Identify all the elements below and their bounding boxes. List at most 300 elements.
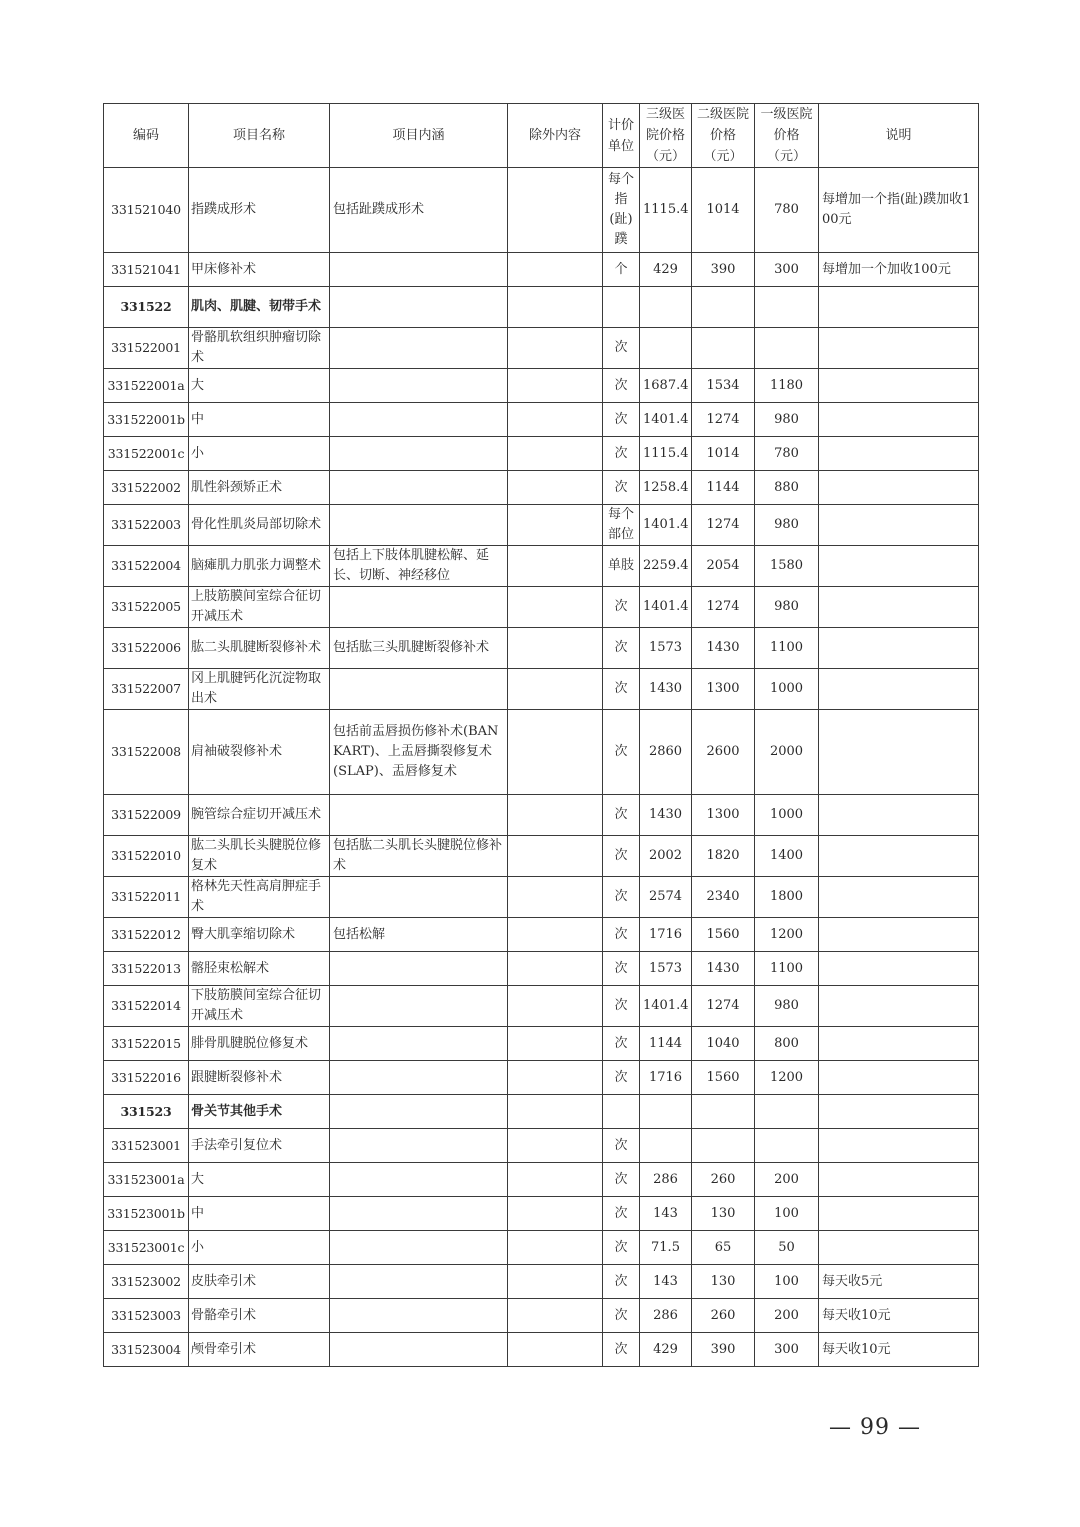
cell-name: 肌性斜颈矫正术 — [189, 471, 330, 505]
cell-name: 肱二头肌腱断裂修补术 — [189, 628, 330, 669]
header-content: 项目内涵 — [330, 104, 508, 168]
table-row — [104, 877, 979, 918]
cell-p1: 980 — [755, 587, 819, 628]
cell-name: 格林先天性高肩胛症手术 — [189, 877, 330, 918]
cell-unit: 次 — [603, 1265, 640, 1299]
cell-code: 331522011 — [104, 877, 189, 918]
cell-exclude — [508, 1265, 603, 1299]
cell-name: 大 — [189, 1163, 330, 1197]
cell-exclude — [508, 1299, 603, 1333]
table-row — [104, 546, 979, 587]
table-row — [104, 1129, 979, 1163]
cell-exclude — [508, 952, 603, 986]
cell-note — [819, 287, 979, 328]
cell-p1 — [755, 1129, 819, 1163]
cell-p2: 1040 — [692, 1027, 755, 1061]
cell-name: 脑瘫肌力肌张力调整术 — [189, 546, 330, 587]
cell-name: 腕管综合症切开减压术 — [189, 795, 330, 836]
cell-content — [330, 328, 508, 369]
table-row — [104, 986, 979, 1027]
cell-unit: 单肢 — [603, 546, 640, 587]
cell-exclude — [508, 918, 603, 952]
cell-note — [819, 1095, 979, 1129]
cell-p1 — [755, 287, 819, 328]
cell-p2: 130 — [692, 1265, 755, 1299]
cell-unit: 次 — [603, 877, 640, 918]
cell-exclude — [508, 587, 603, 628]
cell-content — [330, 669, 508, 710]
cell-p1: 1000 — [755, 669, 819, 710]
cell-content — [330, 1095, 508, 1129]
cell-note — [819, 1197, 979, 1231]
header-price-level3: 三级医院价格（元） — [640, 104, 692, 168]
cell-unit: 每个指(趾)蹼 — [603, 168, 640, 253]
cell-p3: 1430 — [640, 669, 692, 710]
cell-content — [330, 1265, 508, 1299]
cell-name: 下肢筋膜间室综合征切开减压术 — [189, 986, 330, 1027]
table-row — [104, 1333, 979, 1367]
cell-content — [330, 369, 508, 403]
table-row — [104, 795, 979, 836]
cell-name: 髂胫束松解术 — [189, 952, 330, 986]
cell-note — [819, 986, 979, 1027]
cell-code: 331523001c — [104, 1231, 189, 1265]
cell-content — [330, 952, 508, 986]
table-row — [104, 505, 979, 546]
cell-exclude — [508, 1027, 603, 1061]
cell-p3: 286 — [640, 1299, 692, 1333]
cell-note — [819, 952, 979, 986]
cell-p1: 200 — [755, 1163, 819, 1197]
cell-unit: 次 — [603, 952, 640, 986]
cell-p3: 1401.4 — [640, 986, 692, 1027]
cell-p1: 1800 — [755, 877, 819, 918]
cell-content — [330, 795, 508, 836]
cell-name: 臀大肌挛缩切除术 — [189, 918, 330, 952]
cell-p3: 71.5 — [640, 1231, 692, 1265]
cell-unit: 次 — [603, 918, 640, 952]
cell-content — [330, 437, 508, 471]
cell-name: 颅骨牵引术 — [189, 1333, 330, 1367]
cell-code: 331522006 — [104, 628, 189, 669]
table-row — [104, 1061, 979, 1095]
cell-p1: 300 — [755, 253, 819, 287]
cell-code: 331522012 — [104, 918, 189, 952]
header-price-level1: 一级医院价格（元） — [755, 104, 819, 168]
cell-name: 肌肉、肌腱、韧带手术 — [189, 287, 330, 328]
cell-p2: 1430 — [692, 628, 755, 669]
cell-note — [819, 710, 979, 795]
cell-exclude — [508, 836, 603, 877]
cell-note: 每天收5元 — [819, 1265, 979, 1299]
cell-p3: 429 — [640, 253, 692, 287]
cell-content — [330, 1027, 508, 1061]
cell-unit: 次 — [603, 795, 640, 836]
cell-note: 每增加一个指(趾)蹼加收100元 — [819, 168, 979, 253]
cell-name: 跟腱断裂修补术 — [189, 1061, 330, 1095]
cell-exclude — [508, 628, 603, 669]
cell-exclude — [508, 795, 603, 836]
cell-unit: 次 — [603, 437, 640, 471]
cell-name: 骨骼牵引术 — [189, 1299, 330, 1333]
cell-p1: 780 — [755, 437, 819, 471]
table-row — [104, 1299, 979, 1333]
cell-p1 — [755, 328, 819, 369]
cell-name: 腓骨肌腱脱位修复术 — [189, 1027, 330, 1061]
cell-p1: 780 — [755, 168, 819, 253]
table-row — [104, 369, 979, 403]
cell-p2: 2600 — [692, 710, 755, 795]
cell-note — [819, 918, 979, 952]
cell-name: 肱二头肌长头腱脱位修复术 — [189, 836, 330, 877]
cell-p2: 1820 — [692, 836, 755, 877]
cell-p3: 143 — [640, 1265, 692, 1299]
table-row — [104, 710, 979, 795]
cell-note — [819, 546, 979, 587]
cell-content: 包括前盂唇损伤修补术(BANKART)、上盂唇撕裂修复术(SLAP)、盂唇修复术 — [330, 710, 508, 795]
cell-exclude — [508, 1061, 603, 1095]
table-row — [104, 437, 979, 471]
cell-unit: 次 — [603, 1129, 640, 1163]
cell-note — [819, 669, 979, 710]
cell-unit: 次 — [603, 328, 640, 369]
cell-p2 — [692, 328, 755, 369]
cell-unit: 次 — [603, 369, 640, 403]
cell-exclude — [508, 1197, 603, 1231]
cell-content — [330, 287, 508, 328]
cell-exclude — [508, 168, 603, 253]
cell-p2: 1274 — [692, 403, 755, 437]
cell-p1: 980 — [755, 403, 819, 437]
cell-p3: 1687.4 — [640, 369, 692, 403]
cell-unit: 次 — [603, 1197, 640, 1231]
table-row — [104, 1265, 979, 1299]
cell-unit: 次 — [603, 1027, 640, 1061]
cell-code: 331522004 — [104, 546, 189, 587]
cell-unit: 次 — [603, 669, 640, 710]
cell-content — [330, 986, 508, 1027]
cell-code: 331523001a — [104, 1163, 189, 1197]
cell-note — [819, 403, 979, 437]
cell-note — [819, 1061, 979, 1095]
cell-unit: 次 — [603, 587, 640, 628]
cell-exclude — [508, 505, 603, 546]
header-name: 项目名称 — [189, 104, 330, 168]
cell-p2: 1534 — [692, 369, 755, 403]
cell-code: 331522007 — [104, 669, 189, 710]
table-row — [104, 628, 979, 669]
cell-exclude — [508, 1129, 603, 1163]
cell-p2: 1274 — [692, 986, 755, 1027]
cell-code: 331522014 — [104, 986, 189, 1027]
cell-note — [819, 437, 979, 471]
cell-p2: 1430 — [692, 952, 755, 986]
cell-exclude — [508, 403, 603, 437]
header-price-level2: 二级医院价格（元） — [692, 104, 755, 168]
cell-content — [330, 403, 508, 437]
cell-unit: 次 — [603, 1231, 640, 1265]
cell-p2: 65 — [692, 1231, 755, 1265]
cell-p1: 100 — [755, 1197, 819, 1231]
cell-name: 皮肤牵引术 — [189, 1265, 330, 1299]
cell-note: 每天收10元 — [819, 1333, 979, 1367]
cell-exclude — [508, 669, 603, 710]
cell-note — [819, 1129, 979, 1163]
cell-note — [819, 628, 979, 669]
cell-note: 每增加一个加收100元 — [819, 253, 979, 287]
cell-note — [819, 369, 979, 403]
cell-note: 每天收10元 — [819, 1299, 979, 1333]
cell-code: 331521040 — [104, 168, 189, 253]
cell-code: 331522001a — [104, 369, 189, 403]
cell-note — [819, 836, 979, 877]
table-row — [104, 168, 979, 253]
table-row — [104, 918, 979, 952]
cell-unit: 次 — [603, 1299, 640, 1333]
cell-content — [330, 505, 508, 546]
cell-name: 骨化性肌炎局部切除术 — [189, 505, 330, 546]
cell-p1: 1580 — [755, 546, 819, 587]
table-row — [104, 328, 979, 369]
cell-p2: 2054 — [692, 546, 755, 587]
cell-code: 331522015 — [104, 1027, 189, 1061]
cell-p1: 1200 — [755, 918, 819, 952]
cell-exclude — [508, 253, 603, 287]
table-row — [104, 836, 979, 877]
cell-note — [819, 587, 979, 628]
cell-p1: 100 — [755, 1265, 819, 1299]
cell-content: 包括上下肢体肌腱松解、延长、切断、神经移位 — [330, 546, 508, 587]
cell-code: 331523002 — [104, 1265, 189, 1299]
cell-p3: 2860 — [640, 710, 692, 795]
cell-p1: 1200 — [755, 1061, 819, 1095]
table-header-row — [104, 104, 979, 168]
cell-p1: 880 — [755, 471, 819, 505]
cell-content — [330, 1231, 508, 1265]
cell-code: 331522001b — [104, 403, 189, 437]
cell-name: 骨骼肌软组织肿瘤切除术 — [189, 328, 330, 369]
cell-p3: 1573 — [640, 628, 692, 669]
cell-p2: 1300 — [692, 669, 755, 710]
cell-unit: 次 — [603, 710, 640, 795]
cell-code: 331522009 — [104, 795, 189, 836]
table-row — [104, 1163, 979, 1197]
cell-unit: 个 — [603, 253, 640, 287]
cell-p3: 1401.4 — [640, 403, 692, 437]
cell-content — [330, 1333, 508, 1367]
cell-unit — [603, 1095, 640, 1129]
cell-code: 331522002 — [104, 471, 189, 505]
cell-p3 — [640, 1129, 692, 1163]
cell-exclude — [508, 369, 603, 403]
cell-p1: 50 — [755, 1231, 819, 1265]
cell-exclude — [508, 986, 603, 1027]
cell-unit: 次 — [603, 403, 640, 437]
cell-exclude — [508, 546, 603, 587]
cell-unit: 次 — [603, 836, 640, 877]
table-row — [104, 471, 979, 505]
cell-code: 331522001c — [104, 437, 189, 471]
cell-p3: 286 — [640, 1163, 692, 1197]
cell-code: 331521041 — [104, 253, 189, 287]
cell-content: 包括肱二头肌长头腱脱位修补术 — [330, 836, 508, 877]
cell-name: 甲床修补术 — [189, 253, 330, 287]
cell-p1: 2000 — [755, 710, 819, 795]
cell-p2 — [692, 1095, 755, 1129]
cell-content — [330, 1299, 508, 1333]
page-number: — 99 — — [829, 1415, 921, 1440]
section-row — [104, 287, 979, 328]
cell-p3: 1258.4 — [640, 471, 692, 505]
cell-p3: 1115.4 — [640, 168, 692, 253]
cell-name: 中 — [189, 403, 330, 437]
cell-p1: 300 — [755, 1333, 819, 1367]
header-code: 编码 — [104, 104, 189, 168]
cell-p3: 429 — [640, 1333, 692, 1367]
cell-note — [819, 1027, 979, 1061]
cell-name: 中 — [189, 1197, 330, 1231]
cell-p2: 1300 — [692, 795, 755, 836]
cell-note — [819, 1163, 979, 1197]
cell-note — [819, 877, 979, 918]
cell-code: 331522010 — [104, 836, 189, 877]
cell-content: 包括肱三头肌腱断裂修补术 — [330, 628, 508, 669]
cell-unit: 次 — [603, 1163, 640, 1197]
table-row — [104, 1197, 979, 1231]
cell-unit: 每个部位 — [603, 505, 640, 546]
cell-p1 — [755, 1095, 819, 1129]
cell-code: 331522013 — [104, 952, 189, 986]
cell-content — [330, 253, 508, 287]
cell-p2: 130 — [692, 1197, 755, 1231]
cell-name: 指蹼成形术 — [189, 168, 330, 253]
cell-content — [330, 877, 508, 918]
cell-p3 — [640, 1095, 692, 1129]
cell-p3: 1573 — [640, 952, 692, 986]
cell-name: 冈上肌腱钙化沉淀物取出术 — [189, 669, 330, 710]
cell-p1: 1000 — [755, 795, 819, 836]
cell-content — [330, 587, 508, 628]
cell-p2: 390 — [692, 253, 755, 287]
table-row — [104, 1231, 979, 1265]
header-unit: 计价单位 — [603, 104, 640, 168]
cell-p1: 200 — [755, 1299, 819, 1333]
cell-p2: 1274 — [692, 587, 755, 628]
cell-p3: 1401.4 — [640, 505, 692, 546]
cell-exclude — [508, 877, 603, 918]
cell-content — [330, 1197, 508, 1231]
table-body — [104, 168, 979, 1367]
cell-code: 331523 — [104, 1095, 189, 1129]
header-exclude: 除外内容 — [508, 104, 603, 168]
cell-name: 小 — [189, 1231, 330, 1265]
cell-unit: 次 — [603, 471, 640, 505]
section-row — [104, 1095, 979, 1129]
cell-note — [819, 1231, 979, 1265]
cell-p2: 2340 — [692, 877, 755, 918]
table-row — [104, 669, 979, 710]
cell-content — [330, 471, 508, 505]
cell-p2: 390 — [692, 1333, 755, 1367]
cell-code: 331522001 — [104, 328, 189, 369]
cell-code: 331523004 — [104, 1333, 189, 1367]
cell-p3: 1716 — [640, 918, 692, 952]
cell-p2: 1560 — [692, 1061, 755, 1095]
cell-p1: 1400 — [755, 836, 819, 877]
cell-unit: 次 — [603, 1061, 640, 1095]
table-row — [104, 1027, 979, 1061]
cell-name: 上肢筋膜间室综合征切开减压术 — [189, 587, 330, 628]
price-table — [103, 103, 979, 1367]
cell-exclude — [508, 1095, 603, 1129]
cell-p3: 2002 — [640, 836, 692, 877]
cell-unit: 次 — [603, 986, 640, 1027]
cell-p3: 1430 — [640, 795, 692, 836]
cell-p1: 980 — [755, 986, 819, 1027]
cell-note — [819, 505, 979, 546]
cell-p3 — [640, 328, 692, 369]
cell-exclude — [508, 287, 603, 328]
table-row — [104, 403, 979, 437]
cell-p2: 260 — [692, 1299, 755, 1333]
cell-p1: 1100 — [755, 952, 819, 986]
cell-code: 331523003 — [104, 1299, 189, 1333]
cell-p3: 1115.4 — [640, 437, 692, 471]
table-row — [104, 952, 979, 986]
cell-p3: 1716 — [640, 1061, 692, 1095]
cell-code: 331523001 — [104, 1129, 189, 1163]
cell-p2 — [692, 287, 755, 328]
cell-exclude — [508, 1163, 603, 1197]
cell-exclude — [508, 710, 603, 795]
cell-exclude — [508, 1333, 603, 1367]
cell-p2: 260 — [692, 1163, 755, 1197]
cell-code: 331523001b — [104, 1197, 189, 1231]
cell-p3: 1401.4 — [640, 587, 692, 628]
cell-name: 肩袖破裂修补术 — [189, 710, 330, 795]
cell-name: 小 — [189, 437, 330, 471]
cell-p2: 1144 — [692, 471, 755, 505]
cell-p1: 980 — [755, 505, 819, 546]
cell-note — [819, 471, 979, 505]
cell-content — [330, 1129, 508, 1163]
cell-content — [330, 1163, 508, 1197]
table-row — [104, 253, 979, 287]
cell-code: 331522005 — [104, 587, 189, 628]
cell-name: 骨关节其他手术 — [189, 1095, 330, 1129]
cell-name: 手法牵引复位术 — [189, 1129, 330, 1163]
cell-code: 331522008 — [104, 710, 189, 795]
cell-p1: 1100 — [755, 628, 819, 669]
cell-p3: 143 — [640, 1197, 692, 1231]
cell-content — [330, 1061, 508, 1095]
cell-content: 包括松解 — [330, 918, 508, 952]
cell-p2: 1560 — [692, 918, 755, 952]
cell-exclude — [508, 328, 603, 369]
table-row — [104, 587, 979, 628]
cell-p3: 2574 — [640, 877, 692, 918]
cell-p1: 1180 — [755, 369, 819, 403]
cell-note — [819, 328, 979, 369]
cell-code: 331522003 — [104, 505, 189, 546]
cell-note — [819, 795, 979, 836]
cell-name: 大 — [189, 369, 330, 403]
cell-p2: 1014 — [692, 437, 755, 471]
cell-p2 — [692, 1129, 755, 1163]
cell-exclude — [508, 1231, 603, 1265]
cell-p3: 2259.4 — [640, 546, 692, 587]
cell-p2: 1014 — [692, 168, 755, 253]
